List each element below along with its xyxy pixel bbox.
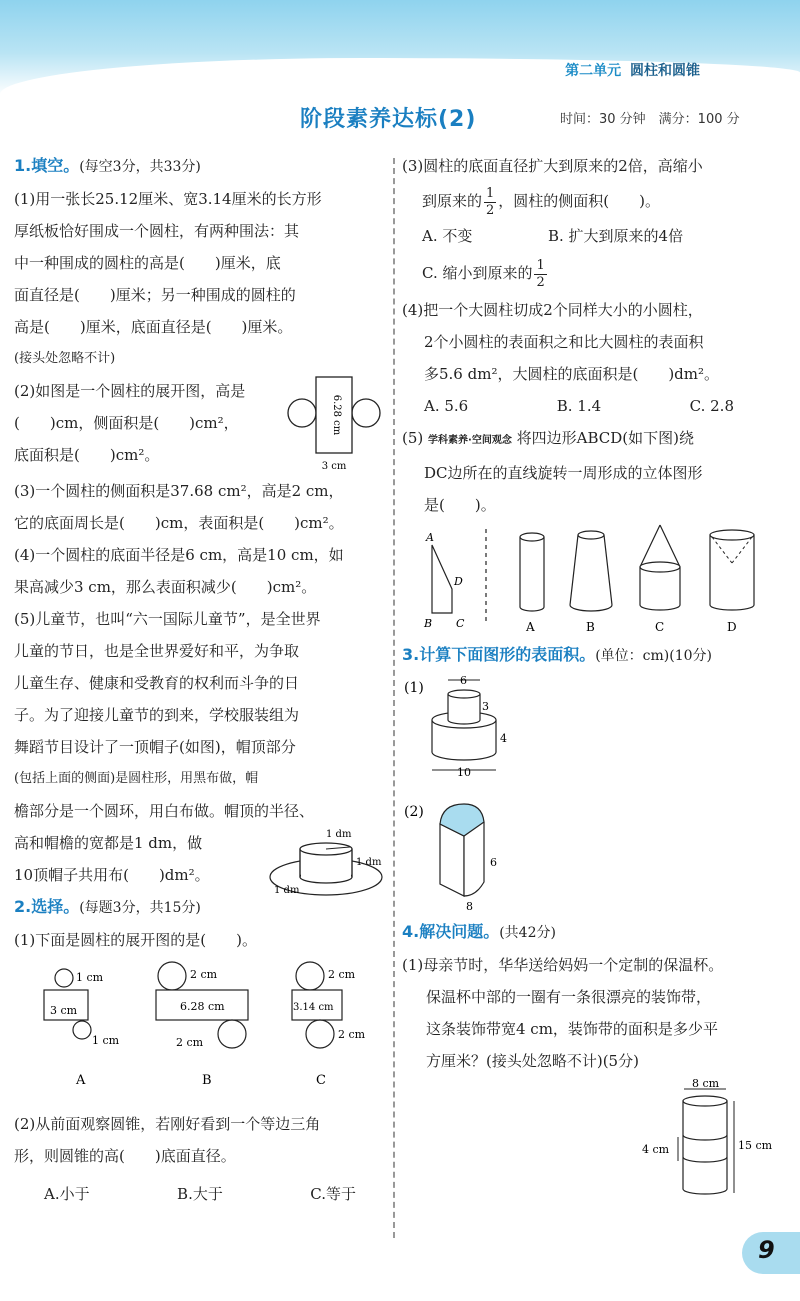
svg-text:B: B xyxy=(424,617,433,630)
option-c[interactable]: C.等于 xyxy=(310,1185,356,1203)
s2-q4-line: 2个小圆柱的表面积之和比大圆柱的表面积 xyxy=(424,333,704,351)
svg-text:B: B xyxy=(586,620,595,634)
s2-q3-options-ab xyxy=(402,220,794,252)
option-b-width-label: 6.28 cm xyxy=(180,1000,225,1013)
s1-q4-line: (4)一个圆柱的底面半径是6 cm，高是10 cm，如 xyxy=(14,546,344,564)
option-c-width-label: 3.14 cm xyxy=(293,1002,334,1013)
option-a[interactable]: A.小于 xyxy=(44,1185,90,1203)
option-a-width-label: 3 cm xyxy=(50,1004,78,1017)
s1-q1 xyxy=(14,183,386,375)
s2-q1-options-figure xyxy=(14,956,386,1108)
thermos-diameter: 8 cm xyxy=(692,1077,720,1090)
s1-q5-line: 舞蹈节目设计了一顶帽子(如图)，帽顶部分 xyxy=(14,738,296,756)
option-b[interactable]: B. 1.4 xyxy=(556,397,602,415)
option-a-net xyxy=(44,969,120,1088)
option-a[interactable]: A. 5.6 xyxy=(424,397,469,415)
option-c-cone-cylinder[interactable] xyxy=(640,525,680,634)
s4-q1-line: 保温杯中部的一圈有一条很漂亮的装饰带， xyxy=(426,988,712,1006)
option-c-net xyxy=(292,962,366,1088)
option-c-text: C. 缩小到原来的 xyxy=(422,264,533,282)
s1-q1-line: 高是( )厘米，底面直径是( )厘米。 xyxy=(14,318,293,336)
option-c[interactable] xyxy=(402,252,794,294)
s2-q4-line: (4)把一个大圆柱切成2个同样大小的小圆柱， xyxy=(402,301,703,319)
header-banner xyxy=(0,0,800,96)
section3-heading xyxy=(402,639,794,672)
s1-q5 xyxy=(14,603,386,896)
skill-tag: 学科素养·空间观念 xyxy=(428,435,512,446)
s2-q3-line2-pre: 到原来的 xyxy=(422,192,483,210)
fig2-height: 6 xyxy=(490,856,497,869)
svg-text:C: C xyxy=(456,617,465,630)
s2-q2-options xyxy=(14,1178,386,1210)
option-a[interactable]: A. 不变 xyxy=(422,227,473,245)
thermos-figure xyxy=(402,1077,794,1207)
s1-q5-line: 子。为了迎接儿童节的到来，学校服装组为 xyxy=(14,706,300,724)
s1-q1-line: 面直径是( )厘米；另一种围成的圆柱的 xyxy=(14,286,296,304)
s1-q1-line: 中一种围成的圆柱的高是( )厘米，底 xyxy=(14,254,281,272)
svg-text:C: C xyxy=(655,620,665,634)
s1-q2-line: (2)如图是一个圆柱的展开图，高是 xyxy=(14,382,246,400)
s1-q5-line: 10顶帽子共用布( )dm²。 xyxy=(14,866,210,884)
page-number: 9 xyxy=(758,1236,775,1264)
option-a-top-label: 1 cm xyxy=(76,971,104,984)
section4-points: (共42分) xyxy=(499,925,556,941)
s4-q1-line: 这条装饰带宽4 cm，装饰带的面积是多少平 xyxy=(426,1020,718,1038)
s2-q4 xyxy=(402,294,794,422)
fig1-bottom-height: 4 xyxy=(500,732,507,745)
rotation-figure xyxy=(402,521,794,639)
s1-q3-line: (3)一个圆柱的侧面积是37.68 cm²，高是2 cm， xyxy=(14,482,344,500)
s2-q3-line: (3)圆柱的底面直径扩大到原来的2倍，高缩小 xyxy=(402,157,703,175)
fraction-half: $\frac{1}{2}$ xyxy=(486,185,495,218)
section3-points: (单位：cm)(10分) xyxy=(595,648,712,664)
option-c-top-label: 2 cm xyxy=(328,968,356,981)
fig1-top-height: 3 xyxy=(482,700,489,713)
s1-q5-line: 儿童的节日，也是全世界爱好和平，为争取 xyxy=(14,642,300,660)
fig2-diameter: 8 xyxy=(466,900,473,912)
s1-q5-line: 儿童生存、健康和受教育的权利而斗争的日 xyxy=(14,674,300,692)
net-width-label: 3 cm xyxy=(321,461,347,472)
fraction-half: $\frac{1}{2}$ xyxy=(536,257,545,290)
s1-q2-line: ( )cm，侧面积是( )cm²， xyxy=(14,414,239,432)
s4-q1-line: (1)母亲节时，华华送给妈妈一个定制的保温杯。 xyxy=(402,956,724,974)
option-a-label: A xyxy=(76,1073,86,1088)
s3-fig2 xyxy=(402,792,794,912)
s2-q5-line: 是( )。 xyxy=(424,496,496,514)
option-b[interactable]: B. 扩大到原来的4倍 xyxy=(548,227,684,245)
s2-q3-line2-post: ，圆柱的侧面积( )。 xyxy=(498,192,661,210)
s1-q5-line: 高和帽檐的宽都是1 dm，做 xyxy=(14,834,203,852)
quadrilateral-abcd xyxy=(423,531,465,630)
right-column xyxy=(402,150,794,1207)
page-title: 阶段素养达标(2) xyxy=(300,107,477,132)
hat-figure xyxy=(264,825,394,903)
s4-q1-line: 方厘米？(接头处忽略不计)(5分) xyxy=(426,1052,639,1070)
unit-label xyxy=(565,60,700,80)
s2-q2 xyxy=(14,1108,386,1210)
net-height-label: 6.28 cm xyxy=(331,394,342,436)
s2-q3 xyxy=(402,150,794,294)
svg-text:A: A xyxy=(526,620,535,634)
fig1-top-diameter: 6 xyxy=(460,674,467,687)
section1-points: (每空3分，共33分) xyxy=(79,159,201,175)
svg-text:D: D xyxy=(727,620,737,634)
option-b-bottom-label: 2 cm xyxy=(176,1036,204,1049)
option-d-hollow-cylinder[interactable] xyxy=(710,530,754,634)
section2-title: 2.选择。 xyxy=(14,897,80,916)
svg-text:D: D xyxy=(454,575,463,588)
s2-q4-line: 多5.6 dm²，大圆柱的底面积是( )dm²。 xyxy=(424,365,720,383)
s1-q2 xyxy=(14,375,386,475)
s3-fig1 xyxy=(402,672,794,792)
hat-height-label: 1 dm xyxy=(356,857,382,868)
s1-q1-line: (1)用一张长25.12厘米、宽3.14厘米的长方形 xyxy=(14,190,322,208)
hat-brim-label: 1 dm xyxy=(274,885,300,896)
section1-title: 1.填空。 xyxy=(14,156,80,175)
s2-q4-options xyxy=(402,390,794,422)
option-b-frustum[interactable] xyxy=(570,531,612,634)
unit-topic: 圆柱和圆锥 xyxy=(630,63,700,79)
section4-heading xyxy=(402,916,794,949)
page-number-tab xyxy=(742,1232,800,1274)
option-c-label: C xyxy=(316,1073,326,1088)
s1-q4-line: 果高减少3 cm，那么表面积减少( )cm²。 xyxy=(14,578,317,596)
s1-q3-line: 它的底面周长是( )cm，表面积是( )cm²。 xyxy=(14,514,344,532)
s2-q5-line: DC边所在的直线旋转一周形成的立体图形 xyxy=(424,464,703,482)
s2-q5-line1: (5) 学科素养·空间观念 将四边形ABCD(如下图)绕 xyxy=(402,429,694,447)
cylinder-net-figure xyxy=(286,369,386,477)
s3-fig2-label: (2) xyxy=(404,804,424,820)
section3-title: 3.计算下面图形的表面积。 xyxy=(402,645,596,664)
fig1-bottom-diameter: 10 xyxy=(457,766,471,779)
option-b-label: B xyxy=(202,1073,212,1088)
left-column xyxy=(14,150,386,1210)
s2-q2-line: (2)从前面观察圆锥，若刚好看到一个等边三角 xyxy=(14,1115,321,1133)
option-c-bottom-label: 2 cm xyxy=(338,1028,366,1041)
svg-text:A: A xyxy=(426,531,434,544)
option-b-top-label: 2 cm xyxy=(190,968,218,981)
section4-title: 4.解决问题。 xyxy=(402,922,500,941)
s2-q2-line: 形，则圆锥的高( )底面直径。 xyxy=(14,1147,236,1165)
option-a-cylinder[interactable] xyxy=(520,533,544,634)
s1-q4 xyxy=(14,539,386,603)
option-b-net xyxy=(156,962,248,1088)
s1-q5-line: 檐部分是一个圆环，用白布做。帽顶的半径、 xyxy=(14,802,315,820)
time-info: 时间：30 分钟 满分：100 分 xyxy=(560,112,740,127)
s2-q3-line2 xyxy=(402,182,794,220)
column-divider xyxy=(393,158,395,1238)
section1-heading xyxy=(14,150,386,183)
s1-q3 xyxy=(14,475,386,539)
s1-q5-line: (5)儿童节，也叫“六一国际儿童节”，是全世界 xyxy=(14,610,321,628)
s3-fig1-label: (1) xyxy=(404,680,424,696)
s1-q2-line: 底面积是( )cm²。 xyxy=(14,446,160,464)
section2-points: (每题3分，共15分) xyxy=(79,900,201,916)
s2-q1 xyxy=(14,924,386,1108)
s1-q1-note: (接头处忽略不计) xyxy=(14,351,116,366)
s2-q5 xyxy=(402,422,794,639)
thermos-height: 15 cm xyxy=(738,1139,773,1152)
s1-q5-line: (包括上面的侧面)是圆柱形，用黑布做，帽 xyxy=(14,771,259,786)
option-c[interactable]: C. 2.8 xyxy=(689,397,734,415)
s4-q1 xyxy=(402,949,794,1077)
option-a-bottom-label: 1 cm xyxy=(92,1034,120,1047)
hat-radius-label: 1 dm xyxy=(326,829,352,840)
s1-q1-line: 厚纸板恰好围成一个圆柱，有两种围法：其 xyxy=(14,222,300,240)
thermos-band-width: 4 cm xyxy=(642,1143,670,1156)
unit-number: 第二单元 xyxy=(565,63,622,79)
option-b[interactable]: B.大于 xyxy=(177,1185,223,1203)
s2-q1-text: (1)下面是圆柱的展开图的是( )。 xyxy=(14,931,257,949)
